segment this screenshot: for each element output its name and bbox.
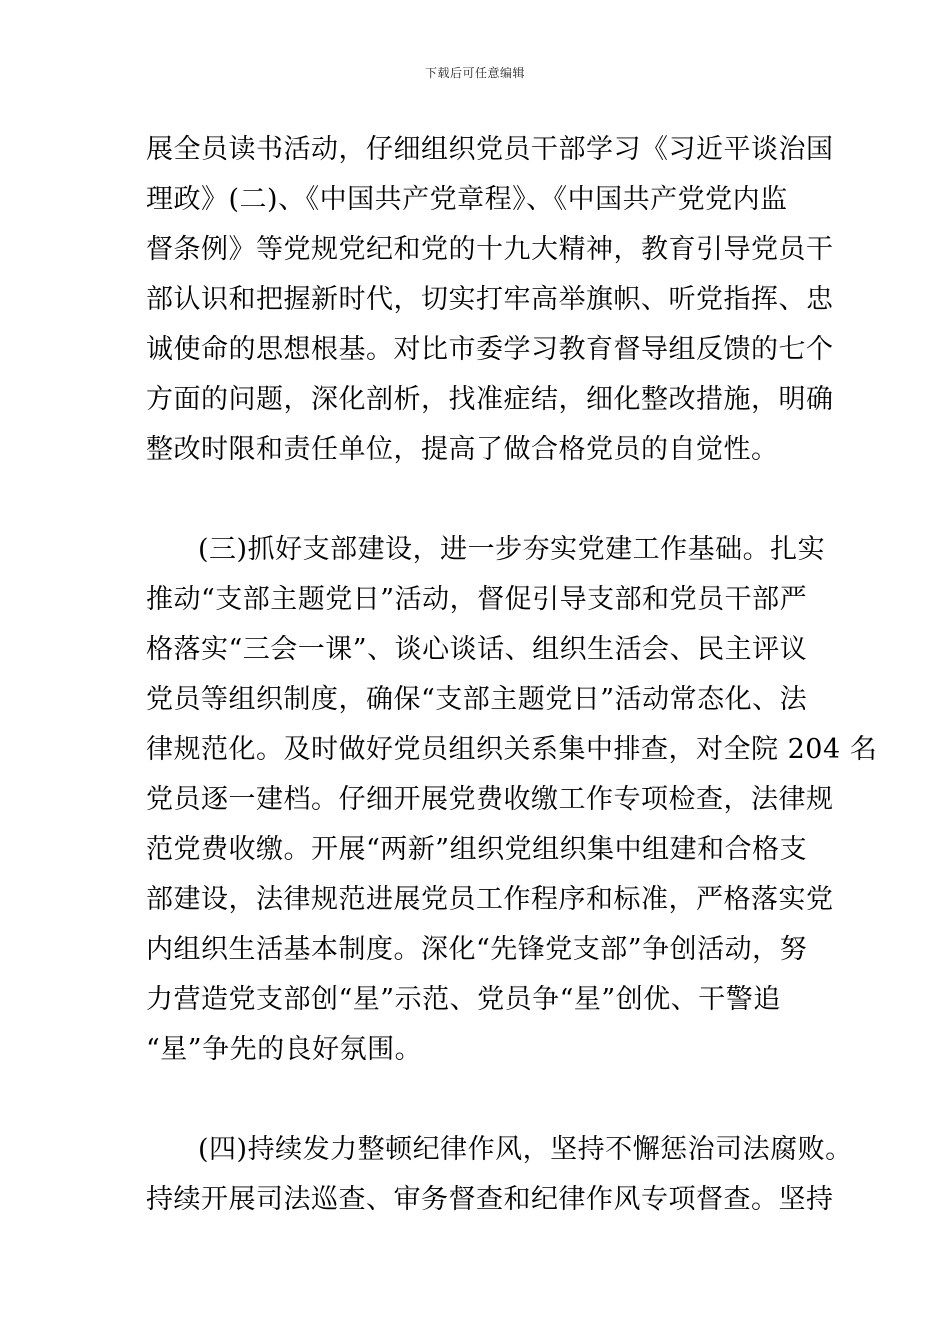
paragraph-line: 督条例》等党规党纪和党的十九大精神，教育引导党员干 [146, 234, 834, 265]
paragraph-line: “星”争先的良好氛围。 [146, 1034, 423, 1065]
paragraph-line: 党员逐一建档。仔细开展党费收缴工作专项检查，法律规 [146, 784, 834, 815]
paragraph-line: 格落实“三会一课”、谈心谈话、组织生活会、民主评议 [146, 634, 808, 665]
paragraph-line: 理政》(二)、《中国共产党章程》、《中国共产党党内监 [146, 184, 788, 215]
paragraph-line: 力营造党支部创“星”示范、党员争“星”创优、干警追 [146, 984, 781, 1015]
paragraph-line: 整改时限和责任单位，提高了做合格党员的自觉性。 [146, 434, 779, 465]
paragraph-line: 律规范化。及时做好党员组织关系集中排查，对全院 204 名 [146, 734, 878, 765]
paragraph-line: 展全员读书活动，仔细组织党员干部学习《习近平谈治国 [146, 134, 834, 165]
paragraph-line: 部建设，法律规范进展党员工作程序和标准，严格落实党 [146, 884, 834, 915]
page-header: 下载后可任意编辑 [424, 66, 525, 80]
paragraph-line: 部认识和把握新时代，切实打牢高举旗帜、听党指挥、忠 [146, 284, 834, 315]
paragraph-line: 党员等组织制度，确保“支部主题党日”活动常态化、法 [146, 684, 808, 715]
paragraph-line: 推动“支部主题党日”活动，督促引导支部和党员干部严 [146, 584, 808, 615]
paragraph-line: 范党费收缴。开展“两新”组织党组织集中组建和合格支 [146, 834, 808, 865]
paragraph-line: 内组织生活基本制度。深化“先锋党支部”争创活动，努 [146, 934, 808, 965]
paragraph-line: 诚使命的思想根基。对比市委学习教育督导组反馈的七个 [146, 334, 834, 365]
paragraph-line: (四)持续发力整顿纪律作风，坚持不懈惩治司法腐败。 [198, 1134, 853, 1165]
paragraph-line: 持续开展司法巡查、审务督查和纪律作风专项督查。坚持 [146, 1184, 834, 1215]
paragraph-line: (三)抓好支部建设，进一步夯实党建工作基础。扎实 [198, 534, 826, 565]
paragraph-line: 方面的问题，深化剖析，找准症结，细化整改措施，明确 [146, 384, 834, 415]
